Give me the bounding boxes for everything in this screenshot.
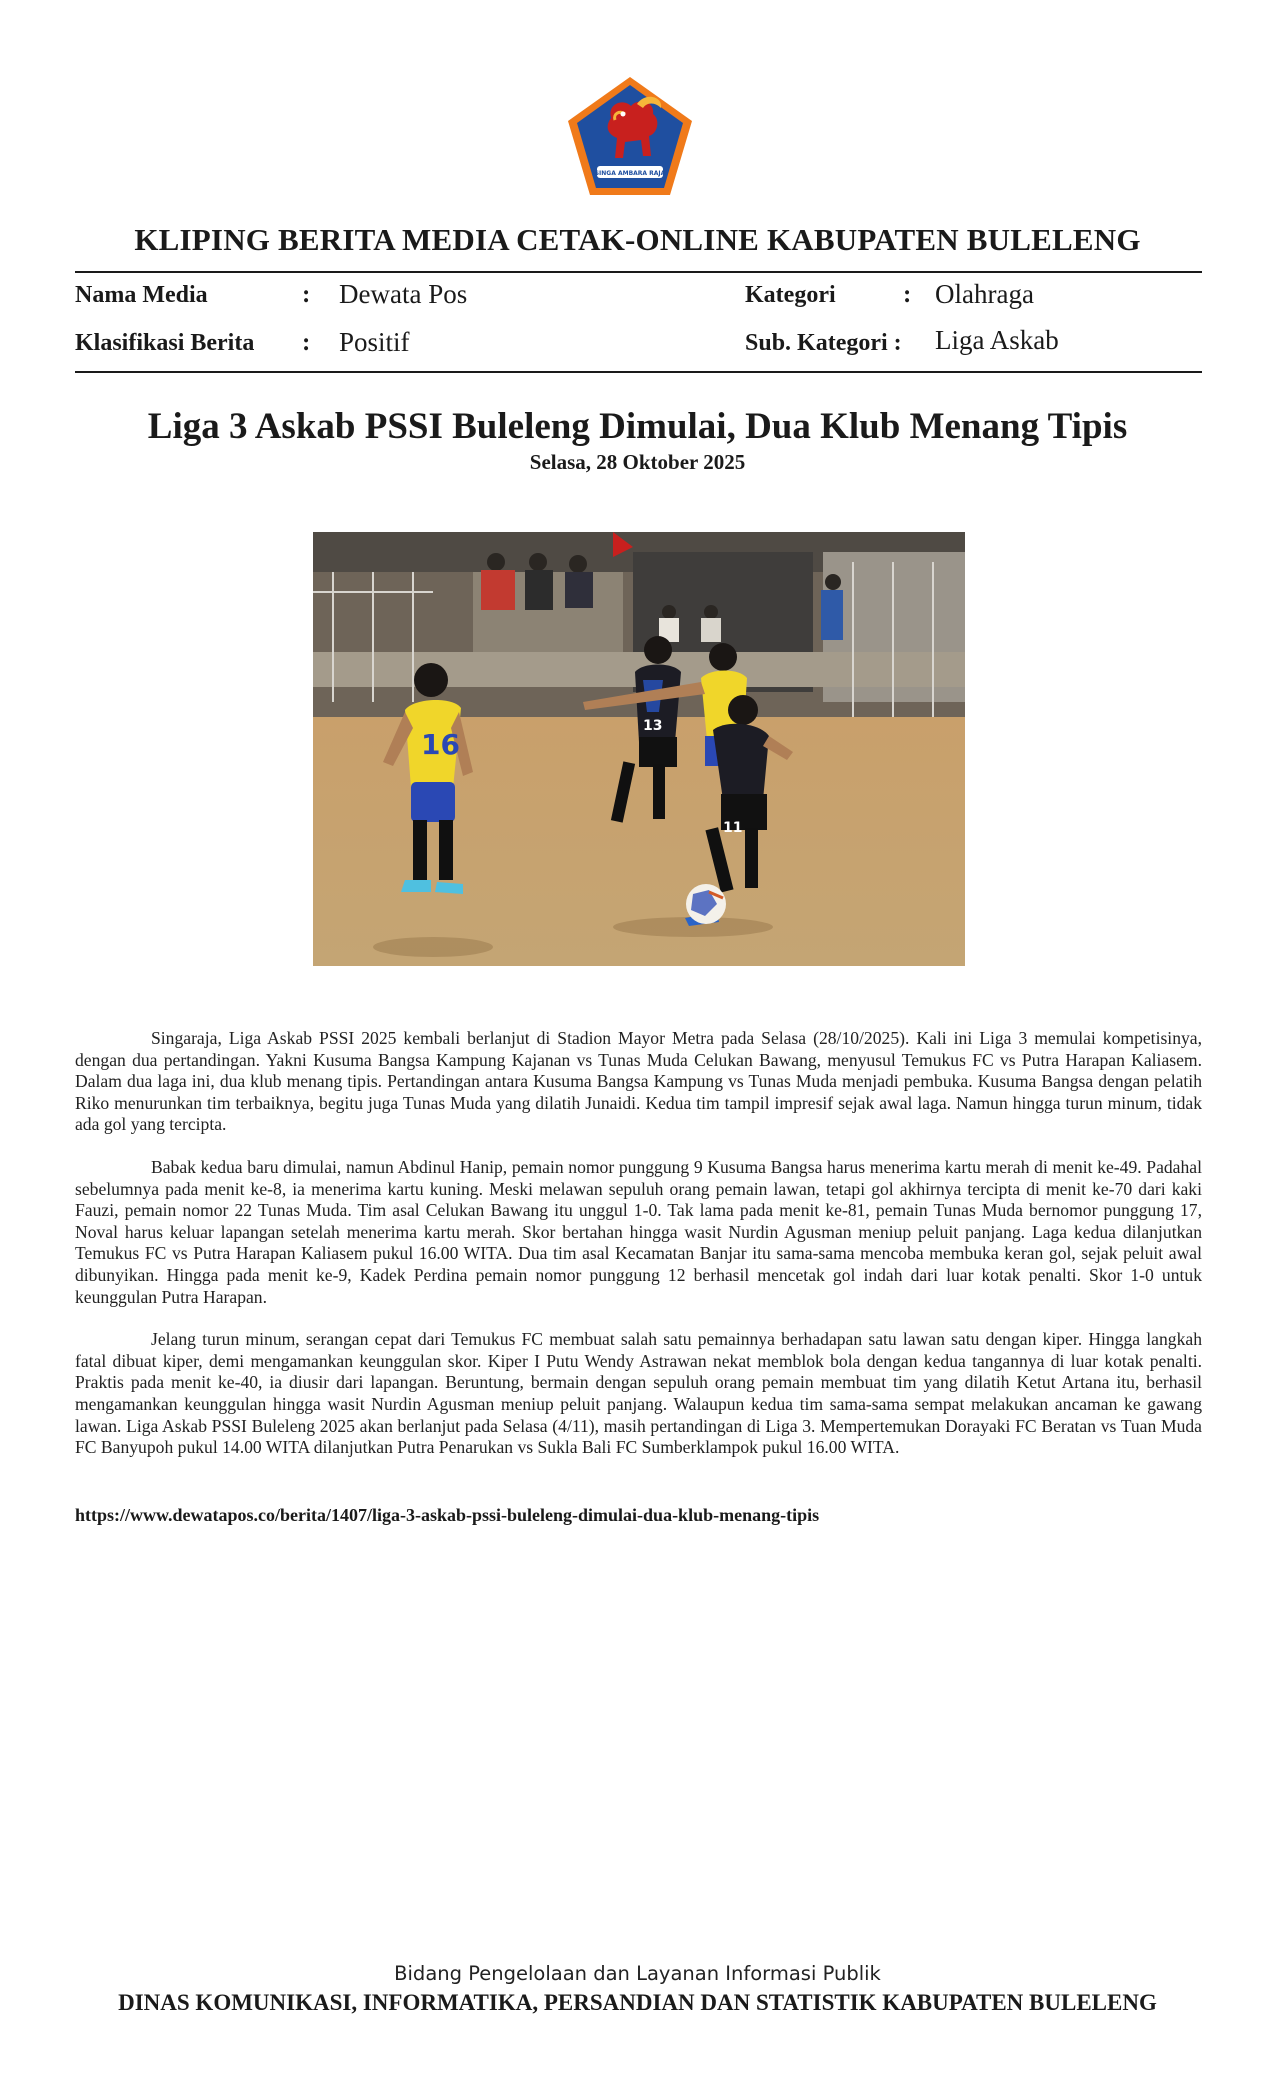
document-title: KLIPING BERITA MEDIA CETAK-ONLINE KABUPATEN BULELENG bbox=[134, 222, 1141, 257]
jersey-number-16: 16 bbox=[421, 728, 460, 761]
article-paragraph-1: Singaraja, Liga Askab PSSI 2025 kembali berlanjut di Stadion Mayor Metra pada Selasa (28/10/2025). Kali ini Liga 3 memulai kompetisinya, dengan dua pertandingan. Yakni Kusuma Bangsa Kampung Kajanan vs Tunas Muda Celukan Bawang, menyusul Temukus FC vs Putra Harapan Kaliasem. Dalam dua laga ini, dua klub menang tipis. Pertandingan antara Kusuma Bangsa Kampung vs Tunas Muda menjadi pembuka. Kusuma Bangsa dengan pelatih Riko menurunkan tim terbaiknya, begitu juga Tunas Muda yang dilatih Junaidi. Kedua tim tampil impresif sejak awal laga. Namun hingga turun minum, tidak ada gol yang tercipta. bbox=[75, 1028, 1202, 1135]
meta-kategori-key bbox=[745, 280, 836, 310]
jersey-number-11: 11 bbox=[723, 820, 743, 836]
article-date: Selasa, 28 Oktober 2025 bbox=[529, 450, 746, 474]
subkategori-label: Sub. Kategori : bbox=[745, 330, 902, 356]
media-colon: : bbox=[302, 281, 311, 308]
meta-subkategori-key bbox=[745, 328, 902, 358]
kategori-label: Kategori bbox=[745, 282, 836, 308]
divider-top bbox=[75, 271, 1202, 273]
media-label: Nama Media bbox=[75, 282, 208, 308]
meta-media-value bbox=[339, 279, 467, 311]
kategori-colon: : bbox=[903, 281, 912, 308]
article-source-link[interactable]: https://www.dewatapos.co/berita/1407/liga-3-askab-pssi-buleleng-dimulai-dua-klub-menang-tipis bbox=[75, 1505, 820, 1525]
jersey-number-13: 13 bbox=[643, 718, 663, 734]
meta-media-colon bbox=[302, 280, 310, 310]
meta-subkategori-value bbox=[935, 325, 1059, 357]
meta-klasifikasi-value bbox=[339, 327, 410, 359]
klasifikasi-value: Positif bbox=[339, 327, 410, 357]
footer-division: Bidang Pengelolaan dan Layanan Informasi Publik bbox=[394, 1962, 881, 1985]
article-headline: Liga 3 Askab PSSI Buleleng Dimulai, Dua Klub Menang Tipis bbox=[147, 406, 1128, 447]
media-value: Dewata Pos bbox=[339, 279, 468, 309]
divider-bottom bbox=[75, 371, 1202, 373]
meta-klasifikasi-key bbox=[75, 328, 254, 358]
kategori-value: Olahraga bbox=[935, 279, 1034, 309]
klasifikasi-label: Klasifikasi Berita bbox=[75, 330, 255, 356]
meta-kategori-value bbox=[935, 279, 1034, 311]
article-paragraph-2: Babak kedua baru dimulai, namun Abdinul Hanip, pemain nomor punggung 9 Kusuma Bangsa harus menerima kartu merah di menit ke-49. Padahal sebelumnya pada menit ke-8, ia menerima kartu kuning. Meski melawan sepuluh orang pemain lawan, tetapi gol akhirnya tercipta di menit ke-70 dari kaki Fauzi, pemain nomor 22 Tunas Muda. Tim asal Celukan Bawang itu unggul 1-0. Tak lama pada menit ke-81, pemain Tunas Muda bernomor punggung 17, Noval harus keluar lapangan setelah menerima kartu merah. Skor bertahan hingga wasit Nurdin Agusman meniup peluit panjang. Laga kedua dilanjutkan Temukus FC vs Putra Harapan Kaliasem pukul 16.00 WITA. Dua tim asal Kecamatan Banjar itu sama-sama mencoba membuka keran gol, sejak peluit awal dibunyikan. Hingga pada menit ke-9, Kadek Perdina pemain nomor punggung 12 berhasil mencetak gol indah dari luar kotak penalti. Skor 1-0 untuk keunggulan Putra Harapan. bbox=[75, 1156, 1202, 1307]
meta-media-key bbox=[75, 280, 208, 310]
article-body bbox=[75, 1028, 1202, 1480]
meta-klasifikasi-colon bbox=[302, 328, 310, 358]
footer-agency: DINAS KOMUNIKASI, INFORMATIKA, PERSANDIAN DAN STATISTIK KABUPATEN BULELENG bbox=[118, 1990, 1157, 2015]
logo-motto: SINGA AMBARA RAJA bbox=[594, 170, 666, 177]
article-photo bbox=[313, 532, 965, 966]
klasifikasi-colon: : bbox=[302, 329, 311, 356]
subkategori-value: Liga Askab bbox=[935, 325, 1059, 355]
article-paragraph-3: Jelang turun minum, serangan cepat dari Temukus FC membuat salah satu pemainnya berhadapan satu lawan satu dengan kiper. Hingga langkah fatal dibuat kiper, demi mengamankan keunggulan skor. Kiper I Putu Wendy Astrawan nekat memblok bola dengan kedua tangannya di luar kotak penalti. Praktis pada menit ke-40, ia diusir dari lapangan. Beruntung, bermain dengan sepuluh orang pemain membuat tim yang dilatih Ketut Artana itu, berhasil mengamankan keunggulan hingga wasit Nurdin Agusman meniup peluit panjang. Walaupun kedua tim sama-sama sempat melakukan ancaman ke gawang lawan. Liga Askab PSSI Buleleng 2025 akan berlanjut pada Selasa (4/11), masih pertandingan di Liga 3. Mempertemukan Dorayaki FC Beratan vs Tuan Muda FC Banyupoh pukul 14.00 WITA dilanjutkan Putra Penarukan vs Sukla Bali FC Sumberklampok pukul 16.00 WITA. bbox=[75, 1329, 1202, 1458]
meta-kategori-colon bbox=[903, 280, 911, 310]
kabupaten-buleleng-logo bbox=[563, 74, 697, 200]
